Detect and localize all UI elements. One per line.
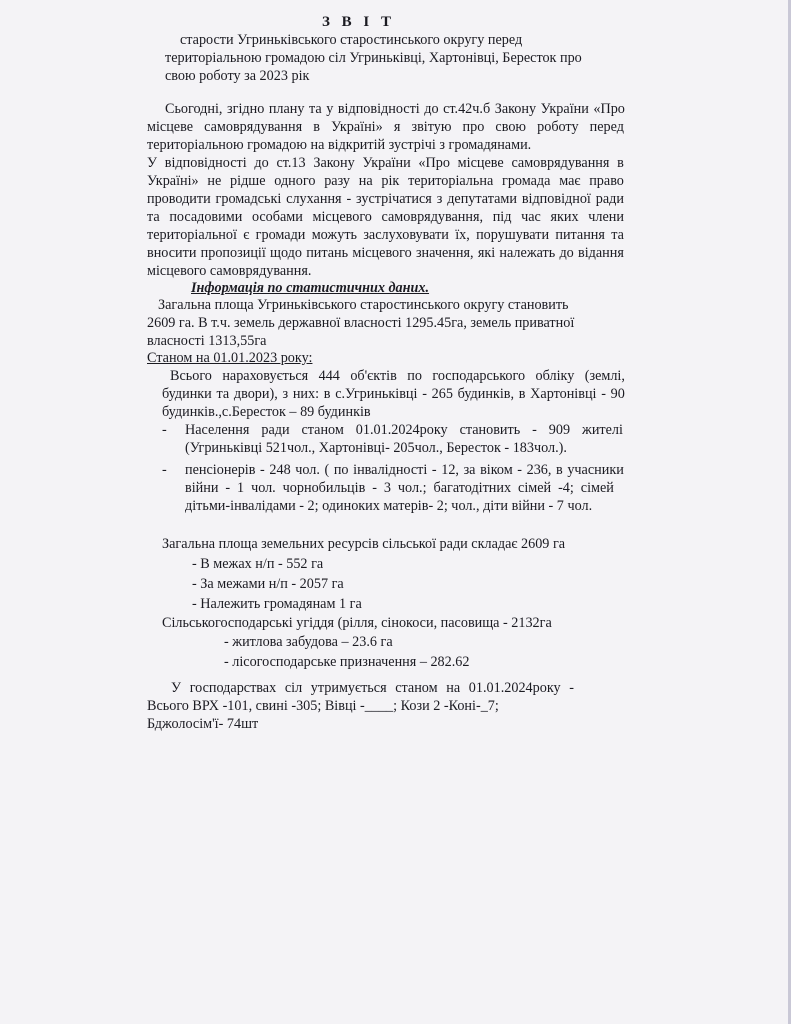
report-title: З В І Т bbox=[322, 14, 396, 30]
intro-p1-line-3: територіальною громадою на відкритій зустрічі з громадянами. bbox=[147, 137, 532, 153]
report-subtitle-line-1: старости Угриньківського старостинського округу перед bbox=[180, 32, 523, 48]
livestock-line-2: Всього ВРХ -101, свині -305; Вівці -____; Кози 2 -Коні-_7; bbox=[147, 698, 499, 714]
intro-p2-line-1: У відповідності до ст.13 Закону України «Про місцеве самоврядування в bbox=[147, 155, 624, 171]
area-line-1: Загальна площа Угриньківського старостинського округу становить bbox=[158, 297, 569, 313]
intro-p1-line-2: місцеве самоврядування в Україні» я звітую про свою роботу перед bbox=[147, 119, 624, 135]
land-total: Загальна площа земельних ресурсів сільської ради складає 2609 га bbox=[162, 536, 566, 552]
as-of-date: Станом на 01.01.2023 року: bbox=[147, 350, 313, 366]
area-line-3: власності 1313,55га bbox=[147, 333, 267, 349]
intro-p2-line-7: місцевого самоврядування. bbox=[147, 263, 312, 279]
pensioners-line-2: війни - 1 чол. чорнобильців - 3 чол.; багатодітних сімей -4; сімей bbox=[185, 480, 614, 496]
livestock-line-3: Бджолосім'ї- 74шт bbox=[147, 716, 259, 732]
land-within-settlements: - В межах н/п - 552 га bbox=[192, 556, 324, 572]
objects-line-2: будинки та двори), з них: в с.Угриньківці - 265 будинків, в Хартонівці - 90 bbox=[162, 386, 625, 402]
population-line-2: (Угриньківці 521чол., Хартонівці- 205чол., Бересток - 183чол.). bbox=[185, 440, 567, 456]
sheep-count-blank: ____ bbox=[364, 698, 394, 714]
area-line-2: 2609 га. В т.ч. земель державної власності 1295.45га, земель приватної bbox=[147, 315, 575, 331]
report-subtitle-line-2: територіальною громадою сіл Угриньківці, Хартонівці, Береcток про bbox=[165, 50, 582, 66]
intro-p2-line-5: територіальної є громади можуть заслуховувати їх, порушувати питання та bbox=[147, 227, 624, 243]
population-line-1: Населення ради станом 01.01.2024року становить - 909 жителі bbox=[185, 422, 623, 438]
horses-count: _7 bbox=[480, 698, 495, 714]
intro-p2-line-6: вносити пропозиції щодо питань місцевого значення, які належать до відання bbox=[147, 245, 624, 261]
objects-line-3: будинків.,с.Берeсток – 89 будинків bbox=[162, 404, 371, 420]
land-outside-settlements: - За межами н/п - 2057 га bbox=[192, 576, 344, 592]
pensioners-line-1: пенсіонерів - 248 чол. ( по інвалідності - 12, за віком - 236, в учасники bbox=[185, 462, 624, 478]
intro-p2-line-2: Україні» не рідше одного разу на рік територіальна громада має право bbox=[147, 173, 624, 189]
land-housing: - житлова забудова – 23.6 га bbox=[224, 634, 393, 650]
intro-p2-line-4: та посадовими особами місцевого самоврядування, під час яких члени bbox=[147, 209, 624, 225]
pensioners-line-3: дітьми-інвалідами - 2; одиноких матерів- 2; чол., діти війни - 7 чол. bbox=[185, 498, 593, 514]
bullet-dash-pensioners: - bbox=[162, 462, 167, 478]
stats-heading: Інформація по статистичних даних. bbox=[191, 280, 430, 296]
intro-p2-line-3: проводити громадські слухання - зустрічатися з депутатами відповідної ради bbox=[147, 191, 624, 207]
livestock-line-1: У господарствах сіл утримується станом на 01.01.2024року - bbox=[171, 680, 574, 696]
report-subtitle-line-3: свою роботу за 2023 рік bbox=[165, 68, 310, 84]
objects-line-1: Всього нараховується 444 об'єктів по господарського обліку (землі, bbox=[170, 368, 625, 384]
land-forestry: - лісогосподарське призначення – 282.62 bbox=[224, 654, 470, 670]
land-citizens: - Належить громадянам 1 га bbox=[192, 596, 362, 612]
land-agricultural: Сільськогосподарські угіддя (рілля, сінокоси, пасовища - 2132га bbox=[162, 615, 552, 631]
bullet-dash-population: - bbox=[162, 422, 167, 438]
intro-p1-line-1: Сьогодні, згідно плану та у відповідності до ст.42ч.б Закону України «Про bbox=[165, 101, 625, 117]
